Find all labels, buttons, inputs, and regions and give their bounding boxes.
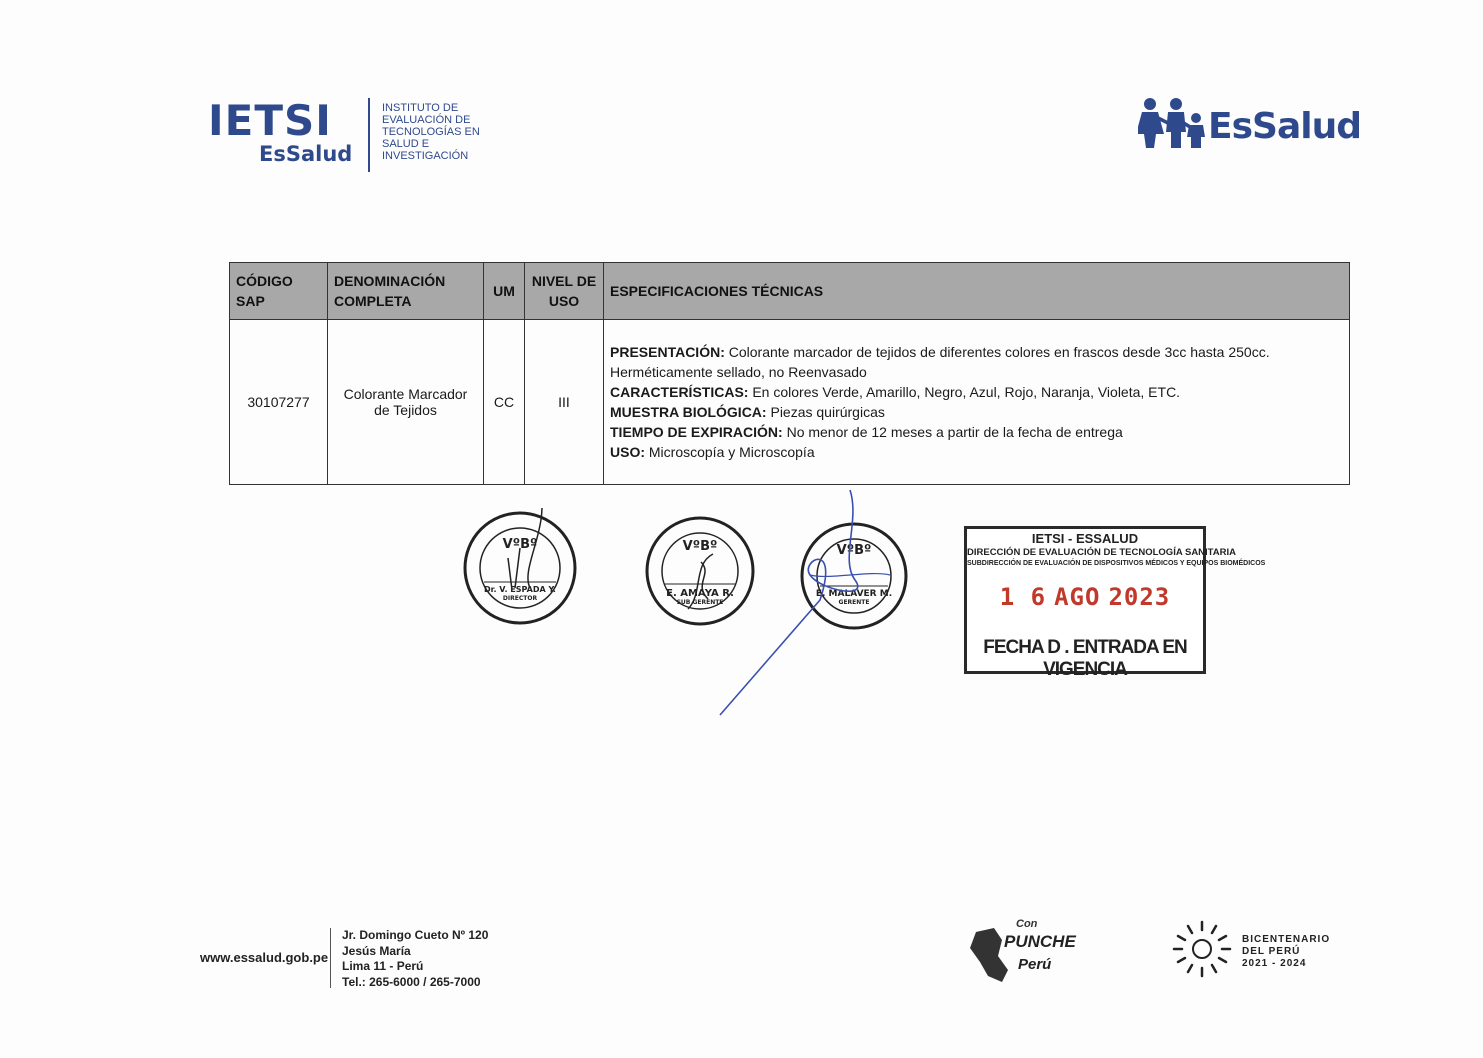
ietsi-acronym: IETSI [208,96,332,145]
ietsi-logo [205,98,505,176]
stamp-footer: FECHA D . ENTRADA EN VIGENCIA [983,637,1187,680]
essalud-name: EsSalud [1208,106,1361,147]
header-um: UM [484,263,525,320]
cell-um: CC [484,320,525,485]
footer-divider [330,928,331,988]
header-especificaciones: ESPECIFICACIONES TÉCNICAS [604,263,1350,320]
bicentenario-text: BICENTENARIO DEL PERÚ 2021 - 2024 [1242,934,1331,969]
specification-table [229,262,1350,485]
spec-tiempo: TIEMPO DE EXPIRACIÓN: No menor de 12 meses a partir de la fecha de entrega [610,424,1123,440]
seal1-role: DIRECTOR [502,595,538,602]
ietsi-essalud: EsSalud [259,142,353,166]
seal1-name: Dr. V. ESPADA Y. [484,585,556,594]
cell-codigo-sap: 30107277 [230,320,328,485]
family-icon [1138,96,1210,152]
approval-seal-director [460,508,580,628]
header-codigo-sap: CÓDIGO SAP [230,263,328,320]
bicentenario-logo [1170,918,1340,980]
header-denominacion: DENOMINACIÓN COMPLETA [328,263,484,320]
spec-muestra: MUESTRA BIOLÓGICA: Piezas quirúrgicas [610,404,885,420]
seal3-vb: VºBº [836,543,872,558]
cell-especificaciones [604,320,1350,485]
sunburst-icon [1170,918,1234,980]
cell-nivel-uso: III [525,320,604,485]
stamp-title: IETSI - ESSALUD [1031,531,1139,546]
seal3-role: GERENTE [838,599,870,606]
spec-presentacion-cont: Herméticamente sellado, no Reenvasado [610,364,867,380]
stamp-direction: DIRECCIÓN DE EVALUACIÓN DE TECNOLOGÍA SANITARIA [967,547,1236,558]
seal3-name: E. MALAVER M. [815,589,893,599]
spec-uso: USO: Microscopía y Microscopía [610,444,815,460]
seal2-name: E. AMAYA R. [666,588,734,599]
seal2-vb: VºBº [682,539,718,554]
ietsi-full-name: INSTITUTO DE EVALUACIÓN DE TECNOLOGÍAS EN SALUD E INVESTIGACIÓN [382,102,480,162]
spec-caracteristicas: CARACTERÍSTICAS: En colores Verde, Amarillo, Negro, Azul, Rojo, Naranja, Violeta, ETC. [610,384,1181,400]
ink-signature [700,480,920,720]
footer-website[interactable]: www.essalud.gob.pe [200,950,329,965]
ietsi-divider [368,98,370,172]
seal2-role: SUB GERENTE [676,599,724,606]
footer-address: Jr. Domingo Cueto Nº 120 Jesús María Lima 11 - Perú Tel.: 265-6000 / 265-7000 [342,928,489,989]
header-nivel-uso: NIVEL DE USO [525,263,604,320]
reception-date-stamp [964,526,1266,680]
cell-denominacion: Colorante Marcador de Tejidos [328,320,484,485]
con-punche-peru-logo: Con PUNCHE Perú [968,918,1080,988]
stamp-subdirection: SUBDIRECCIÓN DE EVALUACIÓN DE DISPOSITIVOS MÉDICOS Y EQUIPOS BIOMÉDICOS [967,560,1266,567]
table-row [230,320,1350,485]
spec-presentacion: PRESENTACIÓN: Colorante marcador de tejidos de diferentes colores en frascos desde 3cc hasta 250cc. [610,344,1270,360]
table-header-row [230,263,1350,320]
seal1-vb: VºBº [502,537,538,552]
stamp-date: 1 6 AGO 2023 [999,583,1171,611]
essalud-logo [1138,96,1361,152]
